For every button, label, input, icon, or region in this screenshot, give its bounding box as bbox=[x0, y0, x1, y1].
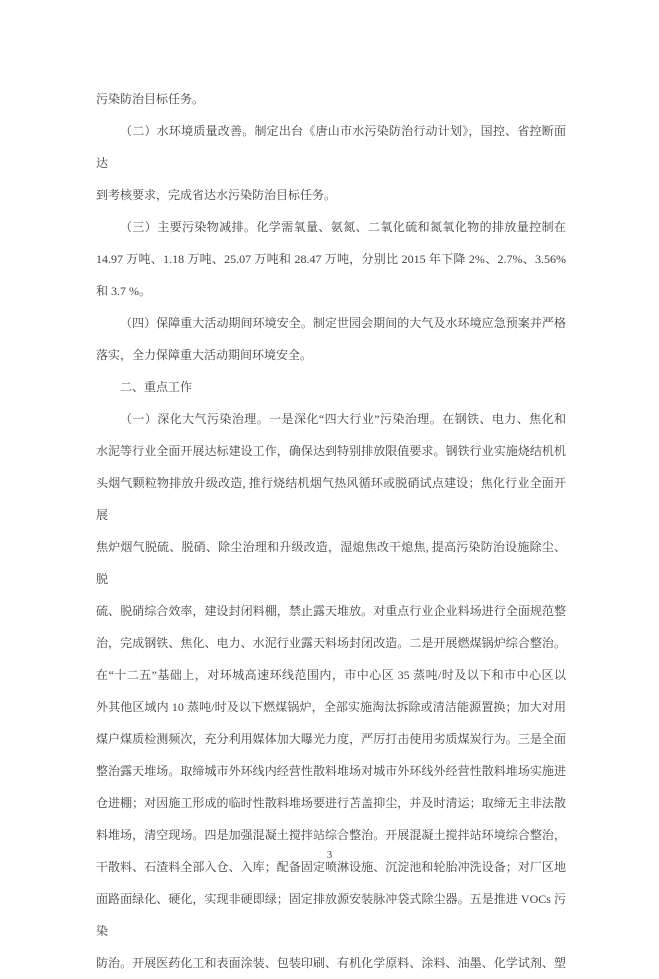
text-line: 头烟气颗粒物排放升级改造, 推行烧结机烟气热风循环或脱硝试点建设；焦化行业全面开展 bbox=[96, 476, 566, 522]
text-line: 在“十二五”基础上，对环城高速环线范围内，市中心区 35 蒸吨/时及以下和市中心区以 bbox=[96, 668, 566, 682]
text-line: 干散料、石渣料全部入仓、入库；配备固定喷淋设施、沉淀池和轮胎冲洗设备；对厂区地 bbox=[96, 860, 566, 874]
document-text bbox=[96, 83, 566, 979]
text-line: （三）主要污染物减排。化学需氧量、氨氮、二氧化硫和氮氧化物的排放量控制在 bbox=[120, 220, 566, 234]
section-heading: 二、重点工作 bbox=[120, 380, 193, 394]
text-line: 焦炉烟气脱硫、脱硝、除尘治理和升级改造，湿熄焦改干熄焦, 提高污染防治设施除尘、脱 bbox=[96, 540, 566, 586]
text-line: 14.97 万吨、1.18 万吨、25.07 万吨和 28.47 万吨，分别比 2015 年下降 2%、2.7%、3.56% bbox=[96, 252, 566, 266]
text-line: 水泥等行业全面开展达标建设工作，确保达到特别排放限值要求。钢铁行业实施烧结机机 bbox=[96, 444, 566, 458]
text-line: 污染防治目标任务。 bbox=[96, 92, 205, 106]
text-line: 料堆场，清空现场。四是加强混凝土搅拌站综合整治。开展混凝土搅拌站环境综合整治， bbox=[96, 828, 566, 842]
text-line: （一）深化大气污染治理。一是深化“四大行业”污染治理。在钢铁、电力、焦化和 bbox=[120, 412, 566, 426]
page-number: 3 bbox=[326, 849, 333, 861]
text-line: （四）保障重大活动期间环境安全。制定世园会期间的大气及水环境应急预案并严格 bbox=[120, 316, 566, 330]
text-line: （二）水环境质量改善。制定出台《唐山市水污染防治行动计划》，国控、省控断面达 bbox=[96, 124, 566, 170]
text-line: 到考核要求，完成省达水污染防治目标任务。 bbox=[96, 188, 337, 202]
text-line: 防治。开展医药化工和表面涂装、包装印刷、有机化学原料、涂料、油墨、化学试剂、塑 bbox=[96, 956, 566, 970]
text-line: 硫、脱硝综合效率，建设封闭料棚，禁止露天堆放。对重点行业企业料场进行全面规范整 bbox=[96, 604, 566, 618]
text-line: 外其他区域内 10 蒸吨/时及以下燃煤锅炉，全部实施淘汰拆除或清洁能源置换；加大对用 bbox=[96, 700, 566, 714]
text-line: 整治露天堆场。取缔城市外环线内经营性散料堆场对城市外环线外经营性散料堆场实施进 bbox=[96, 764, 566, 778]
text-line: 煤户煤质检测频次，充分利用媒体加大曝光力度，严厉打击使用劣质煤炭行为。三是全面 bbox=[96, 732, 566, 746]
text-line: 面路面绿化、硬化，实现非硬即绿；固定排放源安装脉冲袋式除尘器。五是推进 VOCs 污染 bbox=[96, 892, 566, 938]
text-line: 落实，全力保障重大活动期间环境安全。 bbox=[96, 348, 313, 362]
text-line: 仓进棚；对因施工形成的临时性散料堆场要进行苫盖抑尘，并及时清运；取缔无主非法散 bbox=[96, 796, 566, 810]
text-line: 治，完成钢铁、焦化、电力、水泥行业露天料场封闭改造。二是开展燃煤锅炉综合整治。 bbox=[96, 636, 566, 650]
text-line: 和 3.7 %。 bbox=[96, 284, 151, 298]
